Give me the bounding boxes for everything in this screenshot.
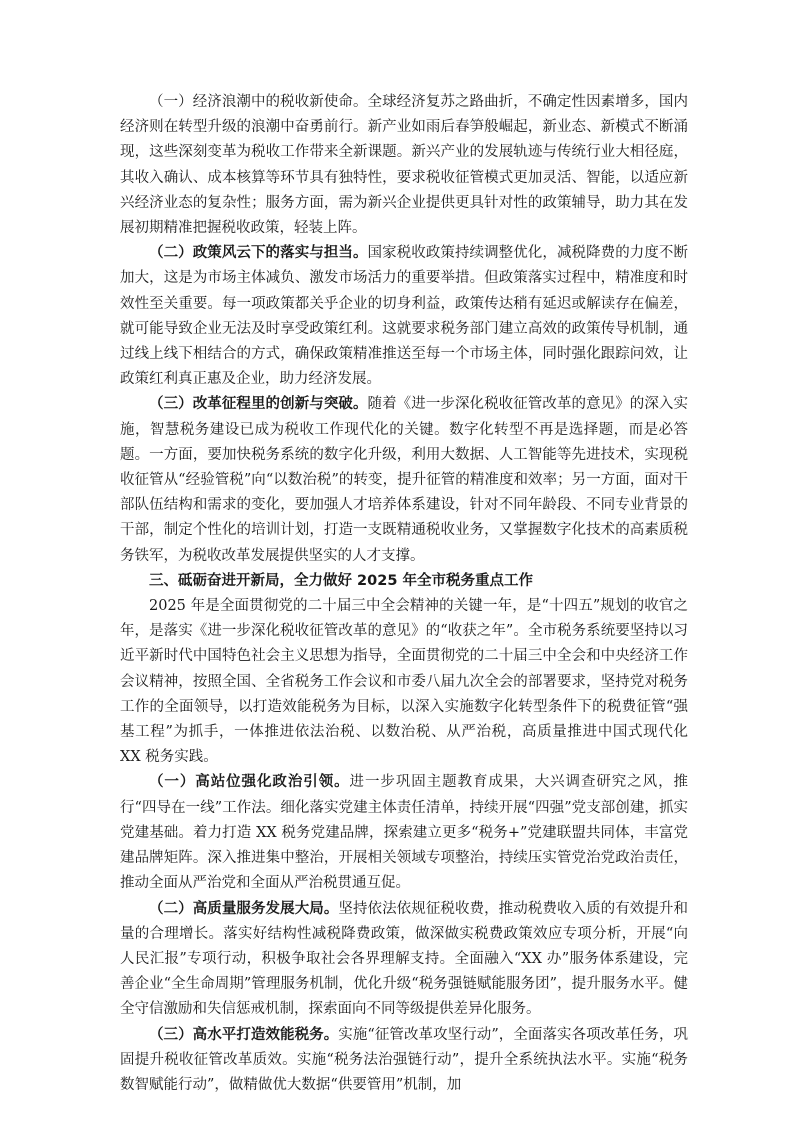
paragraph-text: 实施“征管改革攻坚行动”，全面落实各项改革任务，巩固提升税收征管改革质效。实施“税务法治强链行动”，提升全系统执法水平。实施“税务数智赋能行动”，做精做优大数据“供要管用”机制，加 bbox=[120, 1026, 688, 1093]
paragraph-service-development bbox=[120, 897, 688, 1023]
paragraph-text: 坚持依法依规征税收费，推动税费收入质的有效提升和量的合理增长。落实好结构性减税降费政策，做深做实税费政策效应专项分析，开展“向人民汇报”专项行动，积极争取社会各界理解支持。全面融入“XX 办”服务体系建设，完善企业“全生命周期”管理服务机制，优化升级“税务强链赋能服务团”，提升服务水平。健全守信激励和失信惩戒机制，探索面向不同等级提供差异化服务。 bbox=[120, 900, 689, 1018]
paragraph-lead: （三）高水平打造效能税务。 bbox=[149, 1026, 339, 1043]
paragraph-lead: （二）政策风云下的落实与担当。 bbox=[149, 245, 368, 262]
paragraph-political-guidance bbox=[120, 770, 688, 896]
section-heading: 三、砥砺奋进开新局，全力做好 2025 年全市税务重点工作 bbox=[149, 572, 533, 589]
paragraph-text: （一）经济浪潮中的税收新使命。全球经济复苏之路曲折，不确定性因素增多，国内经济则在转型升级的浪潮中奋勇前行。新产业如雨后春笋般崛起，新业态、新模式不断涌现，这些深刻变革为税收工作带来全新课题。新兴产业的发展轨迹与传统行业大相径庭，其收入确认、成本核算等环节具有独特性，要求税收征管模式更加灵活、智能，以适应新兴经济业态的复杂性；服务方面，需为新兴企业提供更具针对性的政策辅导，助力其在发展初期精准把握税收政策，轻装上阵。 bbox=[120, 94, 688, 237]
paragraph-reform-innovation bbox=[120, 392, 688, 568]
document-page bbox=[120, 90, 688, 1098]
paragraph-text: 进一步巩固主题教育成果，大兴调查研究之风，推行“四导在一线”工作法。细化落实党建主体责任清单，持续开展“四强”党支部创建，抓实党建基础。着力打造 XX 税务党建品牌，探索建立更多“税务+”党建联盟共同体，丰富党建品牌矩阵。深入推进集中整治，开展相关领域专项整治，持续压实管党治党政治责任，推动全面从严治党和全面从严治税贯通互促。 bbox=[120, 774, 689, 892]
paragraph-text: 2025 年是全面贯彻党的二十届三中全会精神的关键一年，是“十四五”规划的收官之年，是落实《进一步深化税收征管改革的意见》的“收获之年”。全市税务系统要坚持以习近平新时代中国特色社会主义思想为指导，全面贯彻党的二十届三中全会和中央经济工作会议精神，按照全国、全省税务工作会议和市委八届九次全会的部署要求，坚持党对税务工作的全面领导，以打造效能税务为目标，以深入实施数字化转型条件下的税费征管“强基工程”为抓手，一体推进依法治税、以数治税、从严治税，高质量推进中国式现代化 XX 税务实践。 bbox=[120, 598, 688, 766]
paragraph-lead: （一）高站位强化政治引领。 bbox=[149, 774, 350, 791]
paragraph-2025-overview bbox=[120, 594, 688, 770]
paragraph-text: 国家税收政策持续调整优化，减税降费的力度不断加大，这是为市场主体减负、激发市场活力的重要举措。但政策落实过程中，精准度和时效性至关重要。每一项政策都关乎企业的切身利益，政策传达稍有延迟或解读存在偏差，就可能导致企业无法及时享受政策红利。这就要求税务部门建立高效的政策传导机制，通过线上线下相结合的方式，确保政策精准推送至每一个市场主体，同时强化跟踪问效，让政策红利真正惠及企业，助力经济发展。 bbox=[120, 245, 689, 388]
paragraph-policy-implementation bbox=[120, 241, 688, 392]
paragraph-lead: （二）高质量服务发展大局。 bbox=[149, 900, 339, 917]
paragraph-economic-mission bbox=[120, 90, 688, 241]
paragraph-text: 随着《进一步深化税收征管改革的意见》的深入实施，智慧税务建设已成为税收工作现代化的关键。数字化转型不再是选择题，而是必答题。一方面，要加快税务系统的数字化升级，利用大数据、人工智能等先进技术，实现税收征管从“经验管税”向“以数治税”的转变，提升征管的精准度和效率；另一方面，面对干部队伍结构和需求的变化，要加强人才培养体系建设，针对不同年龄段、不同专业背景的干部，制定个性化的培训计划，打造一支既精通税收业务，又掌握数字化技术的高素质税务铁军，为税收改革发展提供坚实的人才支撑。 bbox=[120, 396, 689, 564]
paragraph-lead: （三）改革征程里的创新与突破。 bbox=[149, 396, 368, 413]
paragraph-efficient-taxation bbox=[120, 1023, 688, 1099]
